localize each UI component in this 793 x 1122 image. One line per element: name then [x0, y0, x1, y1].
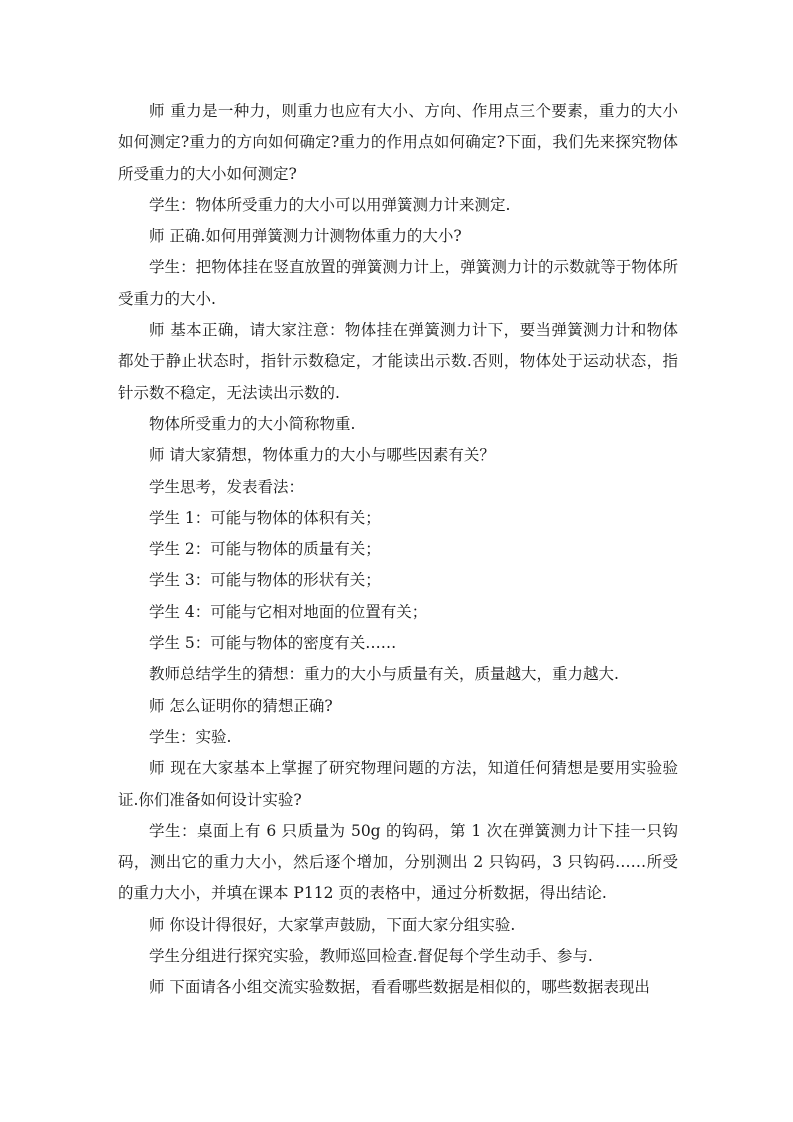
paragraph-8: 学生思考，发表看法： — [149, 477, 305, 496]
paragraph-9: 学生 1：可能与物体的体积有关； — [149, 508, 381, 527]
paragraph-15: 师 怎么证明你的猜想正确? — [149, 696, 333, 715]
paragraph-11: 学生 3：可能与物体的形状有关； — [149, 571, 381, 590]
paragraph-16: 学生：实验. — [149, 727, 232, 746]
paragraph-12: 学生 4：可能与它相对地面的位置有关； — [149, 602, 428, 621]
paragraph-14: 教师总结学生的猜想：重力的大小与质量有关，质量越大，重力越大. — [149, 665, 619, 684]
paragraph-19: 师 你设计得很好，大家掌声鼓励，下面大家分组实验. — [149, 915, 516, 934]
paragraph-18: 学生：桌面上有 6 只质量为 50g 的钩码，第 1 次在弹簧测力计下挂一只钩码，测出它的重力大小，然后逐个增加，分别测出 2 只钩码，3 只钩码……所受的重力大小，并填在课本 P112 页的表格中，通过分析数据，得出结论. — [118, 821, 678, 903]
paragraph-2: 学生：物体所受重力的大小可以用弹簧测力计来测定. — [149, 195, 511, 214]
paragraph-17: 师 现在大家基本上掌握了研究物理问题的方法，知道任何猜想是要用实验验证.你们准备如何设计实验? — [118, 759, 678, 809]
paragraph-4: 学生：把物体挂在竖直放置的弹簧测力计上，弹簧测力计的示数就等于物体所受重力的大小. — [118, 258, 678, 308]
paragraph-6: 物体所受重力的大小简称物重. — [149, 414, 356, 433]
paragraph-20: 学生分组进行探究实验，教师巡回检查.督促每个学生动手、参与. — [149, 947, 593, 966]
paragraph-21: 师 下面请各小组交流实验数据，看看哪些数据是相似的，哪些数据表现出 — [149, 978, 650, 997]
paragraph-10: 学生 2：可能与物体的质量有关； — [149, 540, 381, 559]
paragraph-3: 师 正确.如何用弹簧测力计测物体重力的大小? — [149, 227, 462, 246]
paragraph-5: 师 基本正确，请大家注意：物体挂在弹簧测力计下，要当弹簧测力计和物体都处于静止状态时，指针示数稳定，才能读出示数.否则，物体处于运动状态，指针示数不稳定，无法读出示数的. — [118, 321, 678, 402]
document-body — [118, 96, 678, 1004]
paragraph-13: 学生 5：可能与物体的密度有关…… — [149, 634, 397, 653]
paragraph-7: 师 请大家猜想，物体重力的大小与哪些因素有关？ — [149, 446, 495, 465]
paragraph-1: 师 重力是一种力，则重力也应有大小、方向、作用点三个要素，重力的大小如何测定?重力的方向如何确定?重力的作用点如何确定?下面，我们先来探究物体所受重力的大小如何测定? — [118, 102, 678, 183]
